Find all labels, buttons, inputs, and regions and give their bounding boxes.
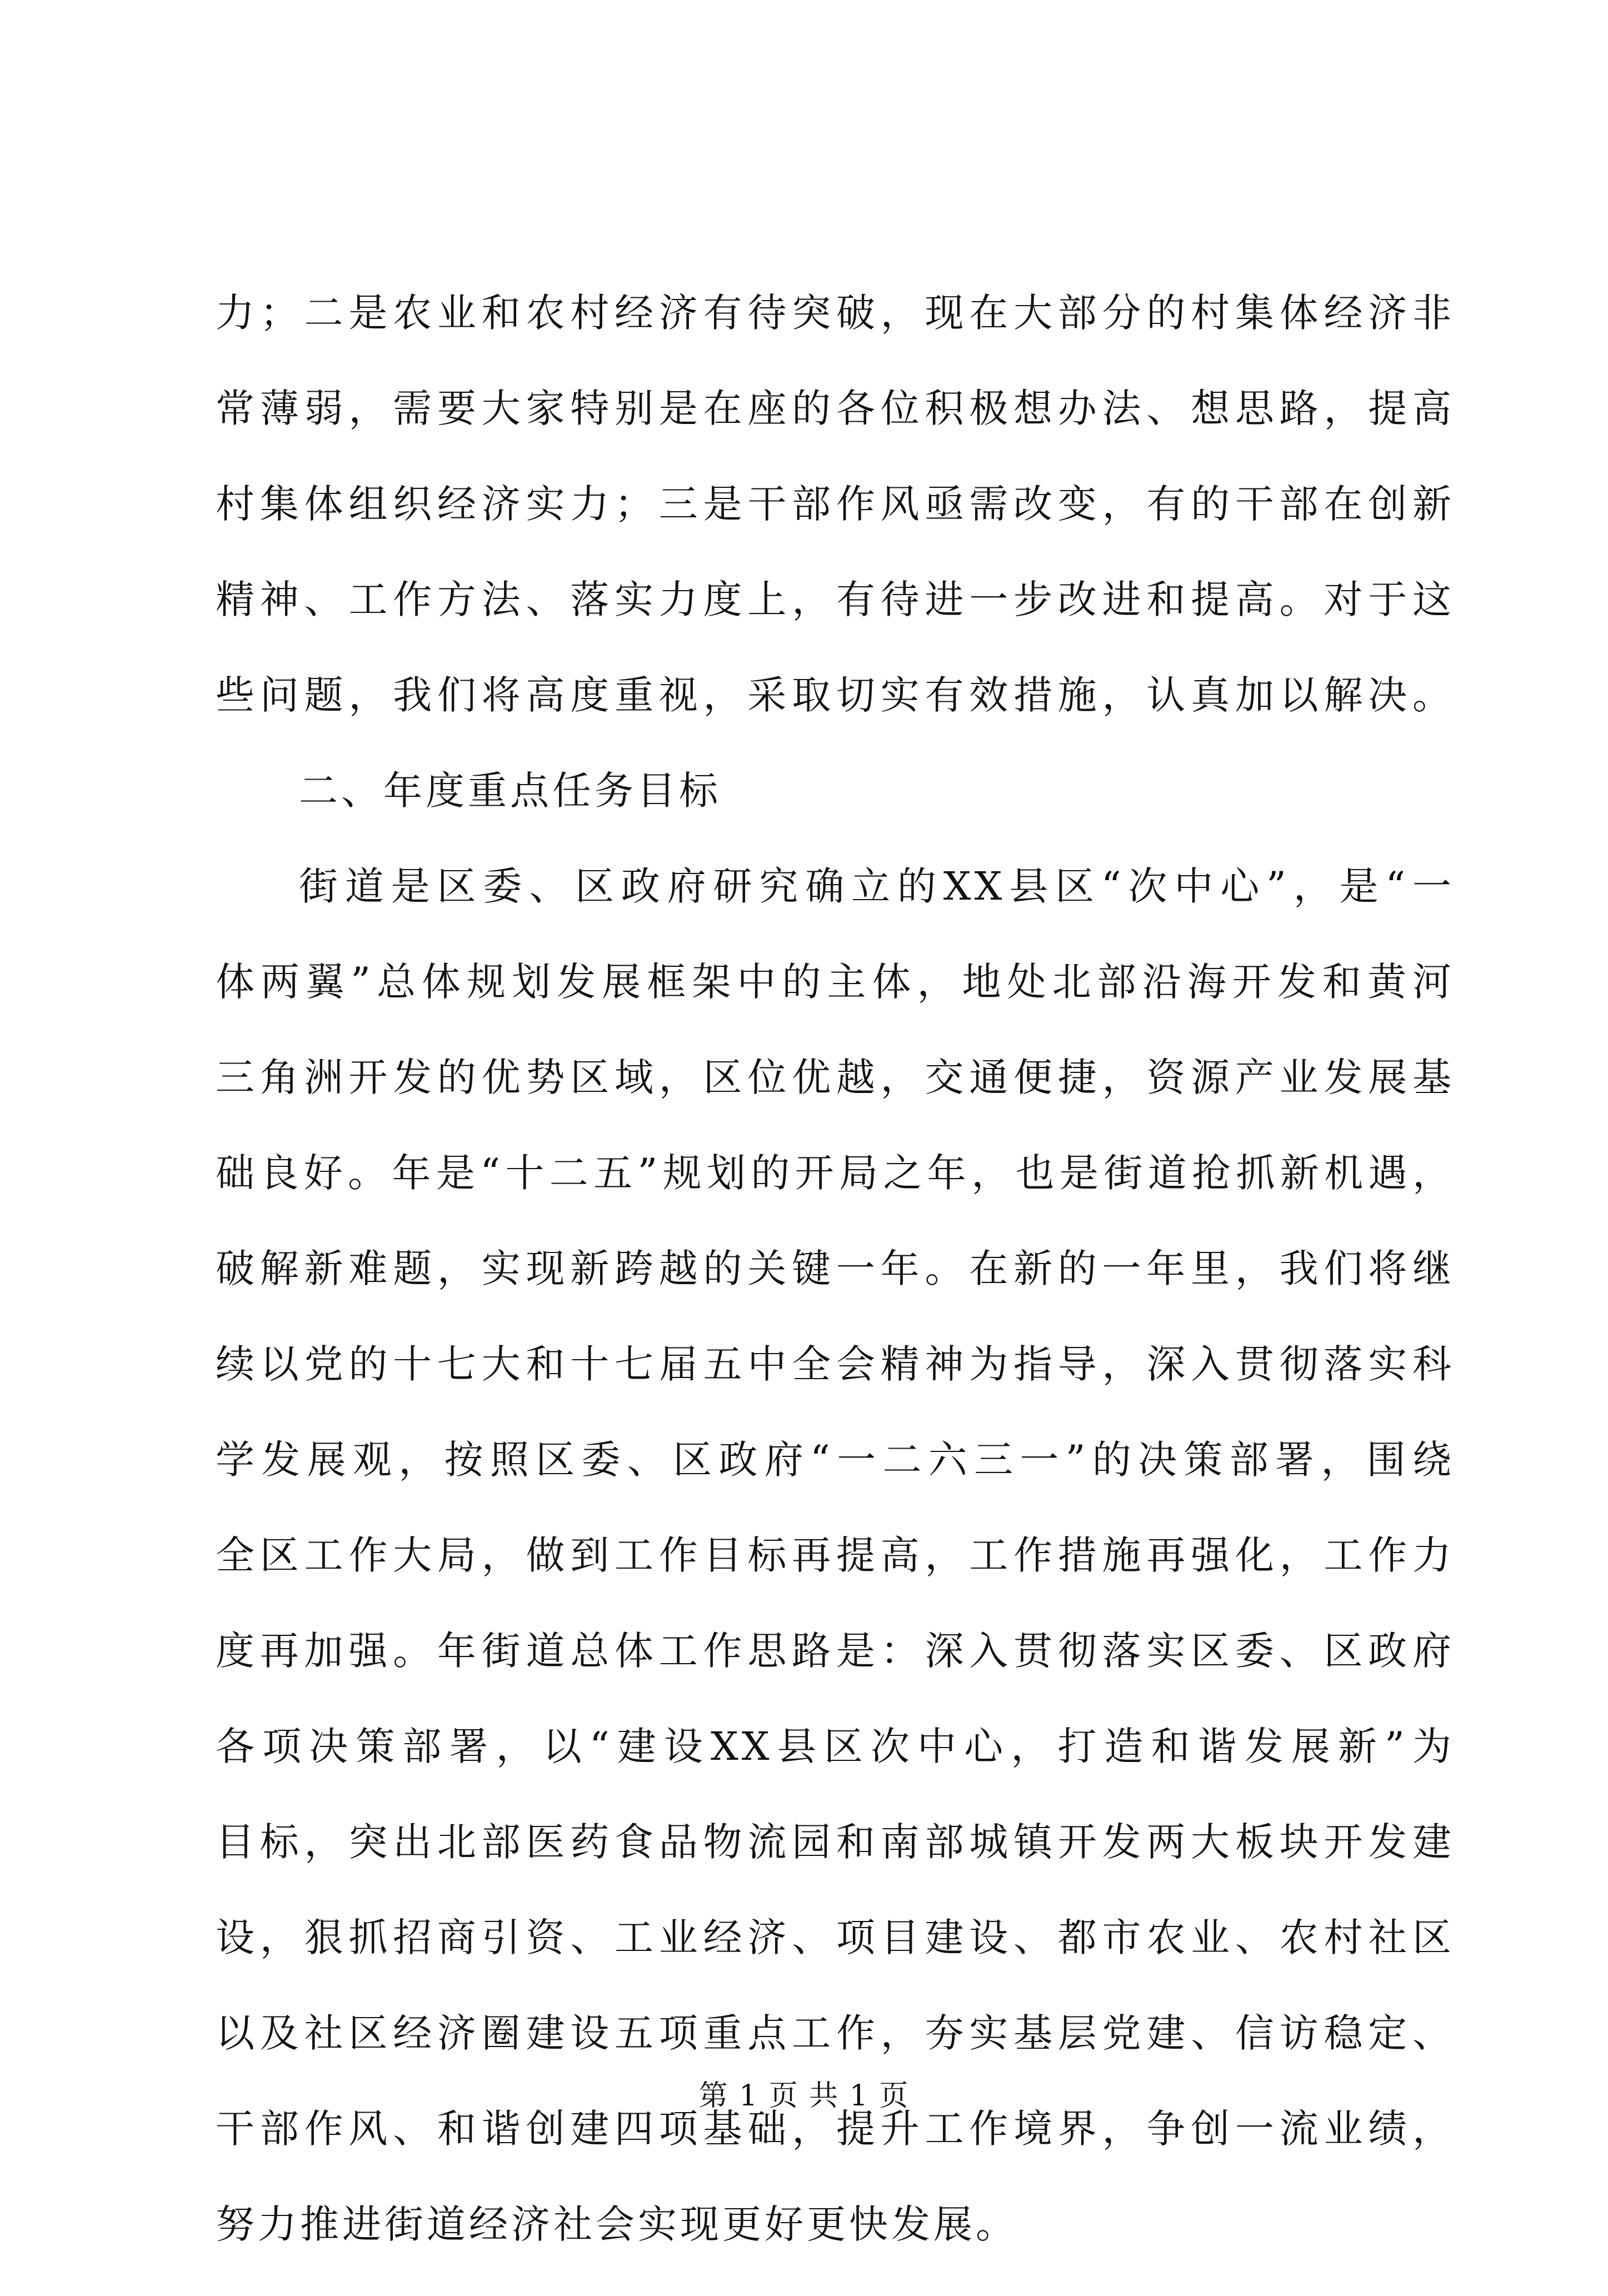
paragraph-line: 努力推进街道经济社会实现更好更快发展。 (216, 2202, 1018, 2247)
paragraph-line: 全区工作大局，做到工作目标再提高，工作措施再强化，工作力 (216, 1533, 1455, 1578)
paragraph-line: 础良好。年是“十二五”规划的开局之年，也是街道抢抓新机遇， (216, 1150, 1455, 1196)
paragraph-line: 力；二是农业和农村经济有待突破，现在大部分的村集体经济非 (216, 290, 1455, 336)
paragraph-line: 干部作风、和谐创建四项基础，提升工作境界，争创一流业绩， (216, 2106, 1455, 2152)
paragraph-line: 目标，突出北部医药食品物流园和南部城镇开发两大板块开发建 (216, 1819, 1455, 1865)
paragraph-line: 以及社区经济圈建设五项重点工作，夯实基层党建、信访稳定、 (216, 2010, 1455, 2056)
paragraph-line: 三角洲开发的优势区域，区位优越，交通便捷，资源产业发展基 (216, 1055, 1455, 1100)
paragraph-line: 村集体组织经济实力；三是干部作风亟需改变，有的干部在创新 (216, 481, 1455, 527)
paragraph-line: 体两翼”总体规划发展框架中的主体，地处北部沿海开发和黄河 (216, 959, 1455, 1005)
document-body (216, 289, 1455, 2296)
paragraph-line: 街道是区委、区政府研究确立的XX县区“次中心”，是“一 (299, 864, 1455, 909)
page-number-footer: 第 1 页 共 1 页 (698, 2079, 910, 2113)
paragraph-line: 学发展观，按照区委、区政府“一二六三一”的决策部署，围绕 (216, 1437, 1455, 1483)
paragraph-line: 各项决策部署，以“建设XX县区次中心，打造和谐发展新”为 (216, 1724, 1455, 1769)
paragraph-line: 精神、工作方法、落实力度上，有待进一步改进和提高。对于这 (216, 577, 1455, 622)
paragraph-line: 设，狠抓招商引资、工业经济、项目建设、都市农业、农村社区 (216, 1915, 1455, 1960)
paragraph-line: 续以党的十七大和十七届五中全会精神为指导，深入贯彻落实科 (216, 1341, 1455, 1387)
paragraph-line: 些问题，我们将高度重视，采取切实有效措施，认真加以解决。 (216, 672, 1455, 718)
section-heading: 二、年度重点任务目标 (299, 768, 721, 813)
paragraph-line: 常薄弱，需要大家特别是在座的各位积极想办法、想思路，提高 (216, 386, 1455, 431)
paragraph-line: 度再加强。年街道总体工作思路是：深入贯彻落实区委、区政府 (216, 1628, 1455, 1674)
paragraph-line: 破解新难题，实现新跨越的关键一年。在新的一年里，我们将继 (216, 1246, 1455, 1291)
